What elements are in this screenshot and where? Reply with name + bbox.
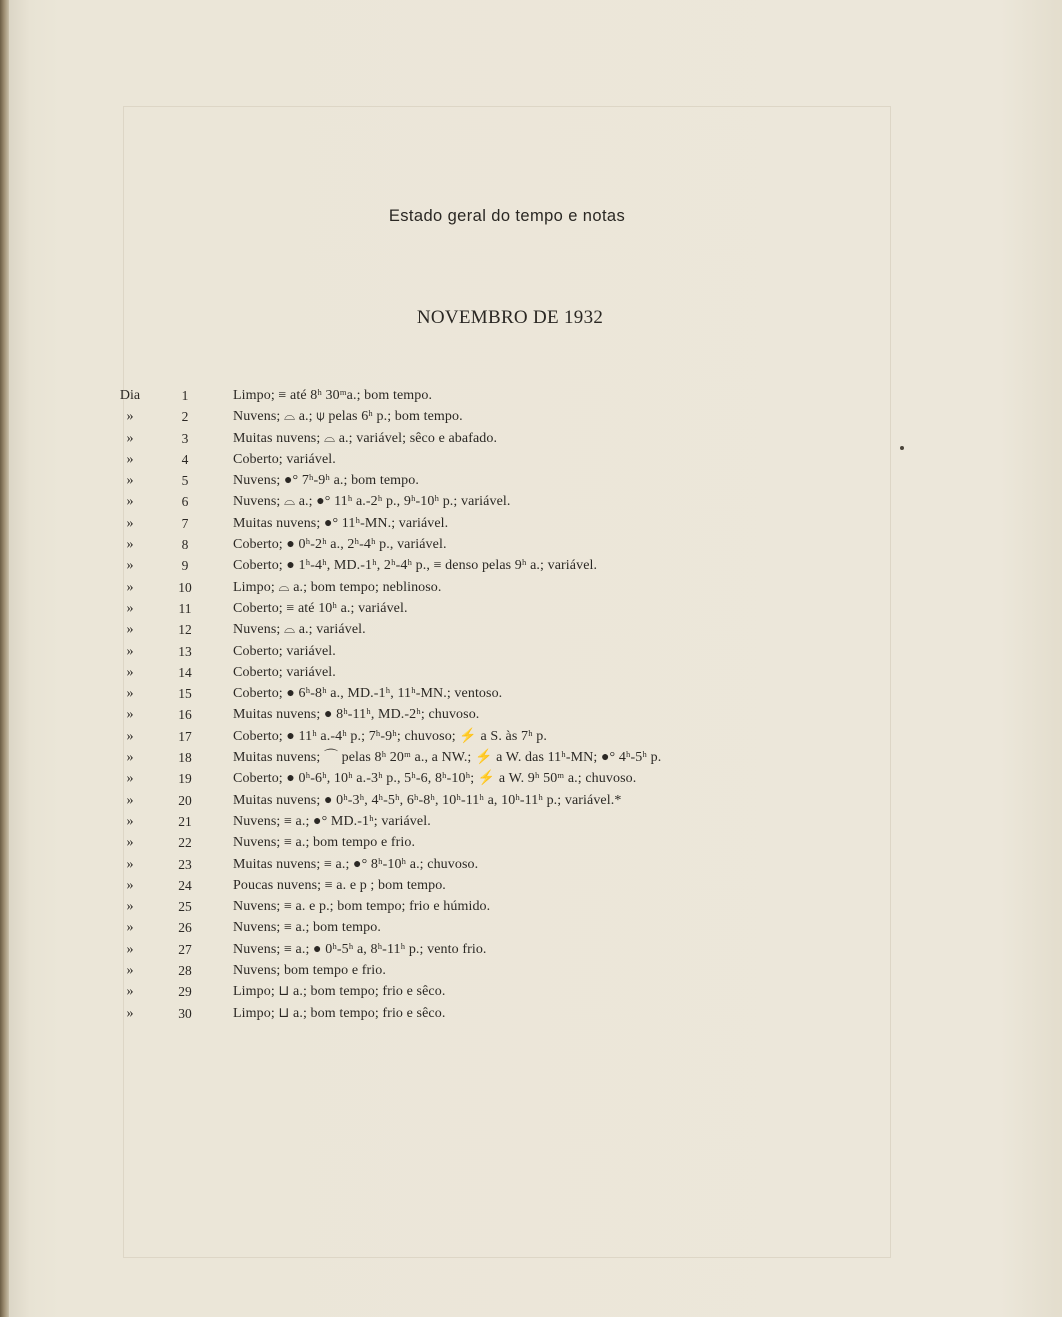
entry-row — [0, 917, 1062, 938]
entry-row — [0, 641, 1062, 662]
entry-day: 14 — [178, 664, 192, 680]
entry-row — [0, 1003, 1062, 1024]
entry-day: 10 — [178, 579, 192, 595]
entry-note: Coberto; ● 1ʰ-4ʰ, MD.-1ʰ, 2ʰ-4ʰ p., ≡ denso pelas 9ʰ a.; variável. — [233, 558, 598, 574]
entry-label: » — [126, 856, 134, 872]
entry-day: 17 — [178, 728, 192, 744]
entry-row — [0, 428, 1062, 449]
entry-day: 6 — [181, 494, 189, 510]
entry-label: » — [126, 750, 134, 766]
entry-row — [0, 555, 1062, 576]
entry-label: » — [126, 600, 134, 616]
entry-note: Coberto; variável. — [233, 451, 336, 467]
entry-label: » — [126, 558, 134, 574]
entry-row — [0, 491, 1062, 512]
entry-row — [0, 811, 1062, 832]
entry-note: Nuvens; ≡ a.; bom tempo. — [233, 920, 381, 936]
entry-row — [0, 875, 1062, 896]
entry-label: » — [126, 707, 134, 723]
entry-day: 13 — [178, 643, 192, 659]
entry-day: 19 — [178, 771, 192, 787]
entry-label: » — [126, 941, 134, 957]
entry-note: Limpo; ⊔ a.; bom tempo; frio e sêco. — [233, 1005, 446, 1021]
entry-row — [0, 449, 1062, 470]
entry-row — [0, 470, 1062, 491]
entry-note: Muitas nuvens; ● 0ʰ-3ʰ, 4ʰ-5ʰ, 6ʰ-8ʰ, 10ʰ-11ʰ a, 10ʰ-11ʰ p.; variável.* — [233, 792, 622, 808]
entry-note: Limpo; ≡ até 8ʰ 30ᵐa.; bom tempo. — [233, 388, 433, 403]
entry-label: » — [126, 963, 134, 979]
section-title: Estado geral do tempo e notas — [388, 207, 626, 225]
entry-label: » — [126, 515, 134, 531]
entry-day: 3 — [181, 430, 189, 446]
entry-label: » — [126, 771, 134, 787]
entry-day: 26 — [178, 920, 192, 936]
entry-label: » — [126, 686, 134, 702]
entry-note: Muitas nuvens; ●° 11ʰ-MN.; variável. — [233, 515, 449, 531]
weather-entries-list — [0, 385, 1062, 1024]
entry-note: Coberto; ● 0ʰ-2ʰ a., 2ʰ-4ʰ p., variável. — [233, 537, 447, 553]
entry-label: » — [126, 473, 134, 489]
entry-label: » — [126, 984, 134, 1000]
entry-day: 29 — [178, 984, 192, 1000]
entry-day: 30 — [178, 1005, 192, 1021]
entry-note: Coberto; ≡ até 10ʰ a.; variável. — [233, 600, 408, 616]
entry-note: Coberto; ● 11ʰ a.-4ʰ p.; 7ʰ-9ʰ; chuvoso; ⚡ a S. às 7ʰ p. — [233, 728, 547, 744]
entry-day: 24 — [178, 877, 192, 893]
entry-note: Nuvens; ≡ a. e p.; bom tempo; frio e húmido. — [233, 899, 491, 915]
month-title: NOVEMBRO DE 1932 — [416, 307, 604, 328]
entry-row — [0, 513, 1062, 534]
entry-note: Nuvens; bom tempo e frio. — [233, 963, 386, 979]
entry-row — [0, 619, 1062, 640]
entry-row — [0, 704, 1062, 725]
entry-label: » — [126, 1005, 134, 1021]
entry-note: Coberto; ● 0ʰ-6ʰ, 10ʰ a.-3ʰ p., 5ʰ-6, 8ʰ-10ʰ; ⚡ a W. 9ʰ 50ᵐ a.; chuvoso. — [233, 771, 637, 787]
entry-label: » — [126, 920, 134, 936]
entry-row — [0, 981, 1062, 1002]
entry-day: 4 — [181, 451, 189, 467]
entry-note: Nuvens; ⌓ a.; variável. — [233, 622, 366, 638]
entry-note: Nuvens; ⌓ a.; ⍦ pelas 6ʰ p.; bom tempo. — [233, 409, 463, 425]
entry-day: 15 — [178, 686, 192, 702]
entry-note: Coberto; variável. — [233, 664, 336, 680]
entry-day: 2 — [181, 409, 189, 425]
entry-row — [0, 577, 1062, 598]
entry-day: 11 — [178, 600, 192, 616]
entry-note: Muitas nuvens; ≡ a.; ●° 8ʰ-10ʰ a.; chuvoso. — [233, 856, 479, 872]
entry-label: » — [126, 899, 134, 915]
entry-label: » — [126, 813, 134, 829]
entry-day: 27 — [178, 941, 192, 957]
entry-row — [0, 683, 1062, 704]
entry-label: » — [126, 664, 134, 680]
entry-row — [0, 406, 1062, 427]
entry-note: Poucas nuvens; ≡ a. e p ; bom tempo. — [233, 877, 446, 893]
entry-row — [0, 790, 1062, 811]
entry-label: » — [126, 835, 134, 851]
entry-day: 1 — [181, 388, 189, 403]
entry-note: Muitas nuvens; ⌒ pelas 8ʰ 20ᵐ a., a NW.; ⚡ a W. das 11ʰ-MN; ●° 4ʰ-5ʰ p. — [233, 750, 662, 766]
entry-day: 20 — [178, 792, 192, 808]
entry-note: Nuvens; ≡ a.; ● 0ʰ-5ʰ a, 8ʰ-11ʰ p.; vento frio. — [233, 941, 487, 957]
entry-label: » — [126, 579, 134, 595]
entry-day: 9 — [181, 558, 189, 574]
entry-note: Coberto; variável. — [233, 643, 336, 659]
entry-row — [0, 960, 1062, 981]
entry-row — [0, 385, 1062, 406]
entry-label: » — [126, 494, 134, 510]
entry-label: » — [126, 643, 134, 659]
entry-note: Nuvens; ⌓ a.; ●° 11ʰ a.-2ʰ p., 9ʰ-10ʰ p.; variável. — [233, 494, 511, 510]
entry-day: 7 — [181, 515, 189, 531]
entry-label: » — [126, 877, 134, 893]
entry-row — [0, 726, 1062, 747]
entry-label: » — [126, 451, 134, 467]
entry-note: Nuvens; ≡ a.; ●° MD.-1ʰ; variável. — [233, 813, 431, 829]
entry-row — [0, 598, 1062, 619]
entry-label: » — [126, 792, 134, 808]
entry-day: 16 — [178, 707, 192, 723]
entry-day: 22 — [178, 835, 192, 851]
entry-label: » — [126, 430, 134, 446]
entry-label: Dia — [119, 388, 141, 403]
entry-day: 8 — [181, 537, 189, 553]
entry-day: 25 — [178, 899, 192, 915]
entry-note: Coberto; ● 6ʰ-8ʰ a., MD.-1ʰ, 11ʰ-MN.; ventoso. — [233, 686, 503, 702]
entry-row — [0, 534, 1062, 555]
entry-label: » — [126, 537, 134, 553]
entry-label: » — [126, 728, 134, 744]
entry-row — [0, 747, 1062, 768]
entry-note: Nuvens; ≡ a.; bom tempo e frio. — [233, 835, 416, 851]
entry-row — [0, 896, 1062, 917]
entry-note: Muitas nuvens; ● 8ʰ-11ʰ, MD.-2ʰ; chuvoso. — [233, 707, 480, 723]
entry-row — [0, 939, 1062, 960]
entry-row — [0, 768, 1062, 789]
entry-day: 5 — [181, 473, 189, 489]
entry-note: Limpo; ⌓ a.; bom tempo; neblinoso. — [233, 579, 442, 595]
entry-day: 12 — [178, 622, 192, 638]
entry-row — [0, 854, 1062, 875]
entry-row — [0, 662, 1062, 683]
entry-day: 28 — [178, 963, 192, 979]
entry-day: 18 — [178, 750, 192, 766]
entry-row — [0, 832, 1062, 853]
entry-note: Muitas nuvens; ⌓ a.; variável; sêco e abafado. — [233, 430, 498, 446]
entry-label: » — [126, 409, 134, 425]
entry-label: » — [126, 622, 134, 638]
entry-note: Limpo; ⊔ a.; bom tempo; frio e sêco. — [233, 984, 446, 1000]
entry-day: 21 — [178, 813, 192, 829]
entry-day: 23 — [178, 856, 192, 872]
entry-note: Nuvens; ●° 7ʰ-9ʰ a.; bom tempo. — [233, 473, 419, 489]
